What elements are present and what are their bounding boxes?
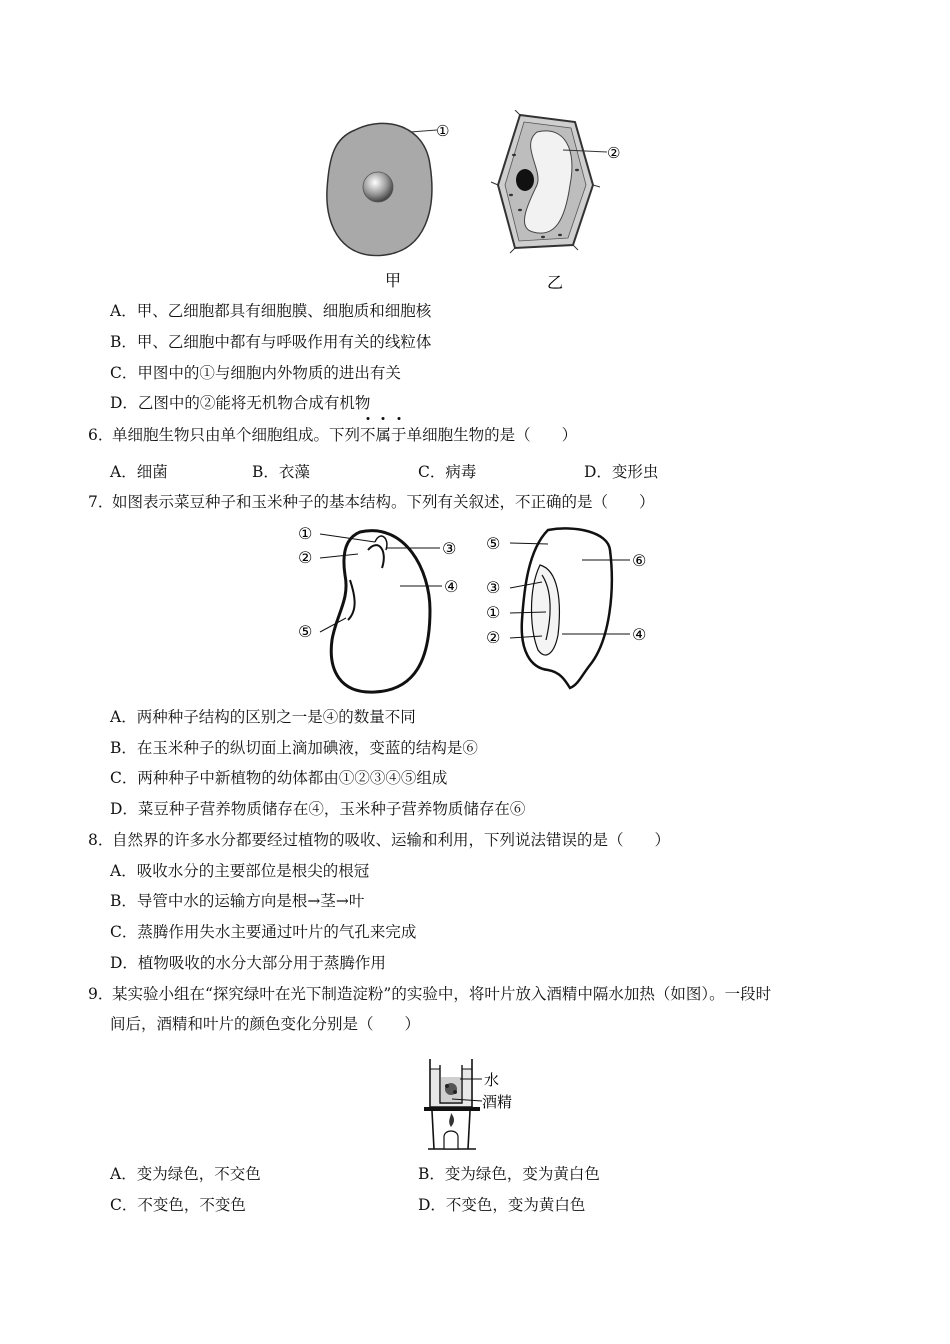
q9-option-d: D．不变色，变为黄白色 [418, 1196, 586, 1214]
animal-cell-nucleus [363, 172, 393, 202]
q6-option-c: C．病毒 [418, 463, 477, 481]
q6-text-after: 单细胞生物的是（ ） [406, 426, 578, 444]
bean-marker-1: ① [298, 524, 313, 543]
q5-option-b: B．甲、乙细胞中都有与呼吸作用有关的线粒体 [110, 333, 432, 351]
q6-option-b: B．衣藻 [252, 463, 310, 481]
caption-jia: 甲 [385, 271, 402, 290]
q5-option-c: C．甲图中的①与细胞内外物质的进出有关 [110, 364, 401, 382]
emphasis-char: 属 [375, 426, 392, 444]
caption-yi: 乙 [547, 273, 564, 292]
q6-option-d: D．变形虫 [584, 463, 659, 481]
marker-2: ② [607, 144, 621, 162]
corn-marker-4: ④ [632, 625, 647, 644]
q9-text-line2: 间后，酒精和叶片的颜色变化分别是（ ） [110, 1015, 421, 1033]
q7-option-a: A．两种种子结构的区别之一是④的数量不同 [110, 708, 416, 726]
q8-option-c: C．蒸腾作用失水主要通过叶片的气孔来完成 [110, 923, 417, 941]
q7-option-c: C．两种种子中新植物的幼体都由①②③④⑤组成 [110, 769, 448, 787]
label-water: 水 [484, 1071, 500, 1089]
q8-text: 自然界的许多水分都要经过植物的吸收、运输和利用，下列说法错误的是（ ） [112, 831, 671, 849]
bean-marker-2: ② [298, 548, 313, 567]
bean-marker-4: ④ [444, 577, 459, 596]
bean-marker-5: ⑤ [298, 622, 313, 641]
label-alcohol: 酒精 [482, 1093, 513, 1111]
bean-marker-3: ③ [442, 539, 457, 558]
q9-option-c: C．不变色，不变色 [110, 1196, 246, 1214]
q6-text-before: 单细胞生物只由单个细胞组成。下列 [112, 426, 361, 444]
corn-marker-6: ⑥ [632, 551, 647, 570]
question-number: 7． [88, 493, 114, 511]
marker-1: ① [436, 122, 450, 140]
question-number: 8． [88, 831, 114, 849]
question-8 [88, 829, 670, 851]
corn-marker-2: ② [486, 628, 501, 647]
corn-marker-5: ⑤ [486, 534, 501, 553]
q5-option-d: D．乙图中的②能将无机物合成有机物 [110, 394, 371, 412]
emphasis-char: 于 [391, 426, 407, 444]
emphasis-char: 不 [360, 426, 376, 444]
seed-diagram [290, 520, 660, 700]
q9-text-line1: 某实验小组在“探究绿叶在光下制造淀粉”的实验中，将叶片放入酒精中隔水加热（如图）。一段时 [112, 985, 772, 1003]
corn-marker-1: ① [486, 603, 501, 622]
q8-option-b: B．导管中水的运输方向是根→茎→叶 [110, 892, 365, 910]
q9-option-b: B．变为绿色，变为黄白色 [418, 1165, 600, 1183]
seed-figure [290, 520, 660, 700]
cell-figure [315, 110, 645, 295]
heating-figure [420, 1055, 530, 1155]
question-6 [88, 424, 577, 446]
q9-option-a: A．变为绿色，不交色 [110, 1165, 261, 1183]
question-7 [88, 491, 655, 513]
q5-option-a: A．甲、乙细胞都具有细胞膜、细胞质和细胞核 [110, 302, 432, 320]
q7-option-b: B．在玉米种子的纵切面上滴加碘液，变蓝的结构是⑥ [110, 739, 478, 757]
q7-text: 如图表示菜豆种子和玉米种子的基本结构。下列有关叙述，不正确的是（ ） [112, 493, 655, 511]
cell-diagram [315, 110, 645, 295]
plant-cell-nucleus [516, 169, 534, 191]
water-bath-diagram [420, 1055, 530, 1155]
q8-option-d: D．植物吸收的水分大部分用于蒸腾作用 [110, 954, 386, 972]
question-number: 9． [88, 985, 114, 1003]
corn-marker-3: ③ [486, 578, 501, 597]
q8-option-a: A．吸收水分的主要部位是根尖的根冠 [110, 862, 370, 880]
plant-cell [491, 110, 600, 253]
q6-option-a: A．细菌 [110, 463, 168, 481]
question-number: 6． [88, 426, 114, 444]
q7-option-d: D．菜豆种子营养物质储存在④，玉米种子营养物质储存在⑥ [110, 800, 526, 818]
question-9 [88, 983, 771, 1005]
